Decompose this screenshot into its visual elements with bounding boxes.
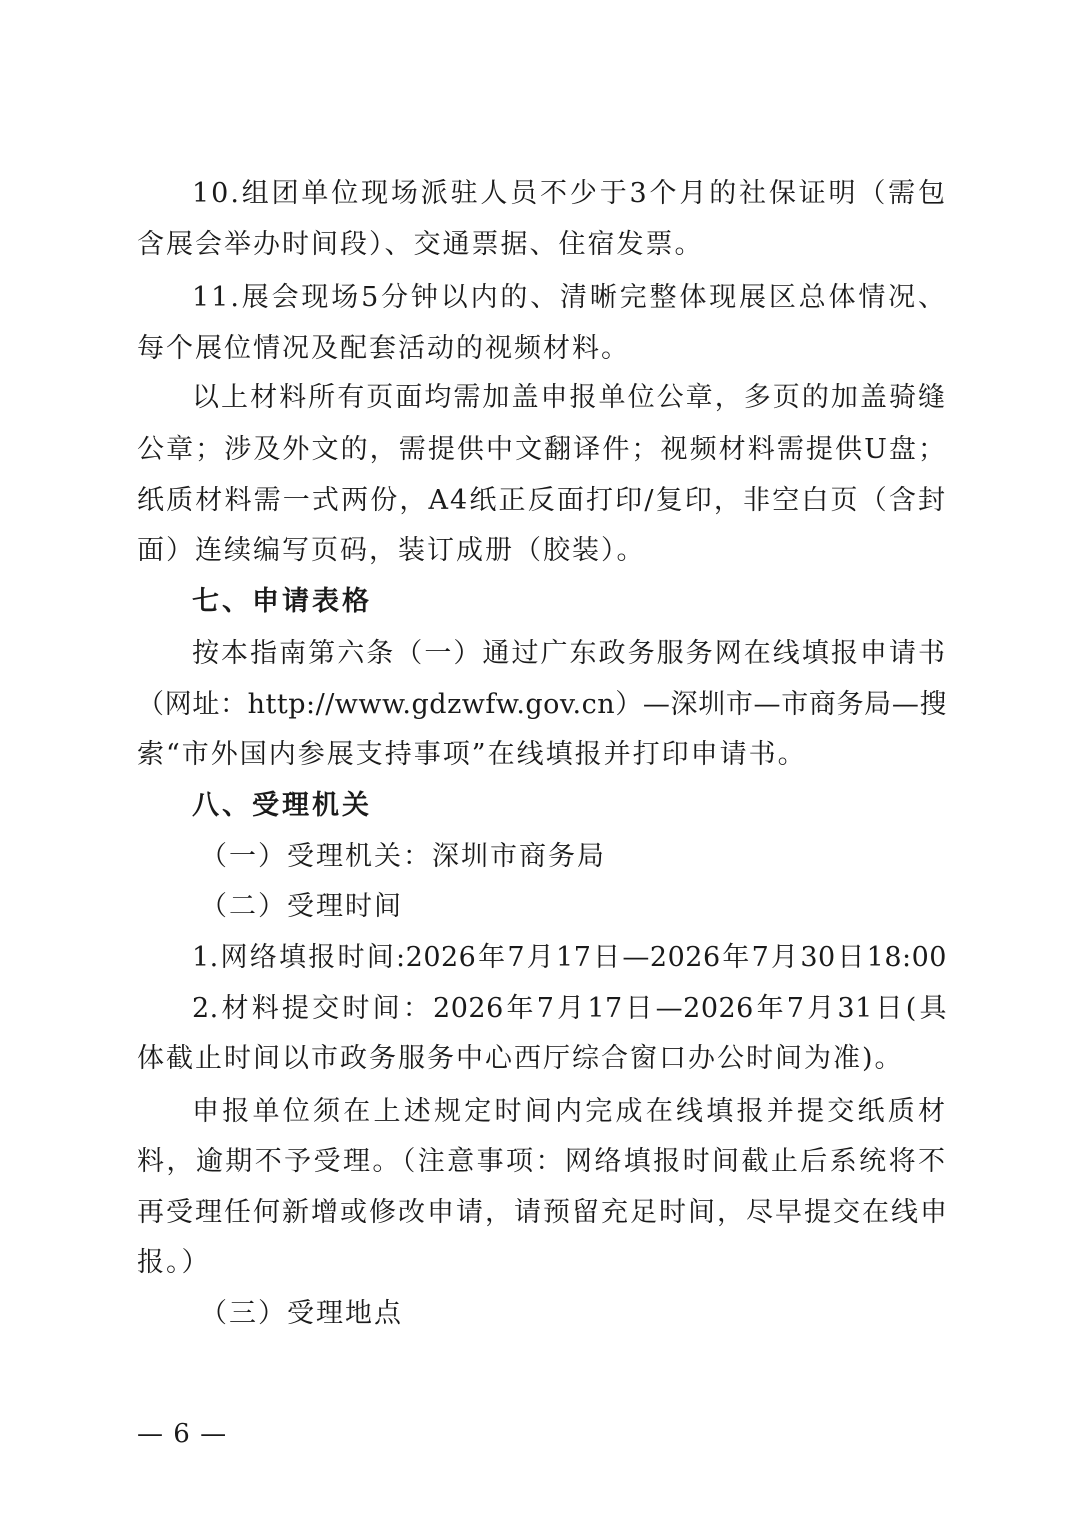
materials-note-line-2: 公章；涉及外文的，需提供中文翻译件；视频材料需提供U盘； xyxy=(137,434,947,465)
deadline-note-line-4: 报。） xyxy=(137,1247,211,1278)
deadline-note-line-1: 申报单位须在上述规定时间内完成在线填报并提交纸质材 xyxy=(192,1096,947,1127)
materials-note-line-4: 面）连续编写页码，装订成册（胶装）。 xyxy=(137,535,646,566)
deadline-note-line-2: 料，逾期不予受理。（注意事项：网络填报时间截止后系统将不 xyxy=(137,1146,947,1177)
paragraph-11-line-2: 每个展位情况及配套活动的视频材料。 xyxy=(137,333,630,364)
subsection-1-agency: （一）受理机关：深圳市商务局 xyxy=(200,841,606,872)
subsection-3-heading: （三）受理地点 xyxy=(200,1298,403,1329)
deadline-note-line-3: 再受理任何新增或修改申请，请预留充足时间，尽早提交在线申 xyxy=(137,1197,949,1228)
section-7-heading: 七、申请表格 xyxy=(192,586,372,617)
application-form-line-2: （网址：http://www.gdzwfw.gov.cn）—深圳市—市商务局—搜 xyxy=(137,689,947,720)
section-8-heading: 八、受理机关 xyxy=(192,790,372,821)
paragraph-11-line-1: 11.展会现场5分钟以内的、清晰完整体现展区总体情况、 xyxy=(192,282,947,313)
material-submission-time-line-1: 2.材料提交时间：2026年7月17日—2026年7月31日(具 xyxy=(192,993,947,1024)
materials-note-line-1: 以上材料所有页面均需加盖申报单位公章，多页的加盖骑缝 xyxy=(192,382,947,413)
page-number: — 6 — xyxy=(137,1419,228,1449)
application-form-line-1: 按本指南第六条（一）通过广东政务服务网在线填报申请书 xyxy=(192,638,947,669)
online-filing-time: 1.网络填报时间:2026年7月17日—2026年7月30日18:00 xyxy=(192,942,947,973)
application-form-line-3: 索“市外国内参展支持事项”在线填报并打印申请书。 xyxy=(137,739,807,770)
paragraph-10-line-2: 含展会举办时间段）、交通票据、住宿发票。 xyxy=(137,229,704,260)
materials-note-line-3: 纸质材料需一式两份，A4纸正反面打印/复印，非空白页（含封 xyxy=(137,485,947,516)
subsection-2-heading: （二）受理时间 xyxy=(200,891,403,922)
paragraph-10-line-1: 10.组团单位现场派驻人员不少于3个月的社保证明（需包 xyxy=(192,178,947,209)
material-submission-time-line-2: 体截止时间以市政务服务中心西厅综合窗口办公时间为准)。 xyxy=(137,1043,904,1074)
